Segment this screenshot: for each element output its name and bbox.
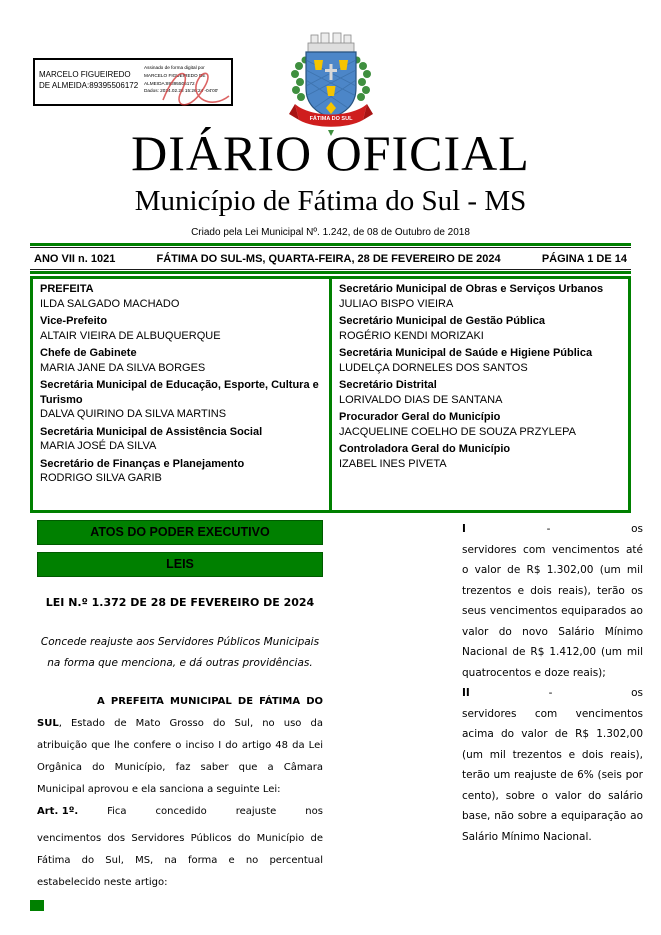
digital-signature-stamp [33,58,233,106]
crest-ribbon-text: FÁTIMA DO SUL [309,116,353,122]
green-rule [30,243,631,246]
gazette-title: DIÁRIO OFICIAL [131,125,530,181]
text-column-left [37,520,323,894]
officials-column-right [332,279,628,510]
officials-box [30,276,631,513]
signature-details-line: MARCELO FIGUEIREDO DE [144,72,206,78]
official-entry: Procurador Geral do Município JACQUELINE COELHO DE SOUZA PRZYLEPA [339,411,576,438]
item-1-label: I [462,523,466,535]
info-bar [30,243,631,274]
item-2-label: II [462,687,470,699]
official-entry: Secretário de Finanças e Planejamento RODRIGO SILVA GARIB [40,457,245,484]
law-intro-bold: A PREFEITA MUNICIPAL DE FÁTIMA DO SUL [37,696,323,729]
item-1-text: servidores com vencimentos até o valor de R$ 1.302,00 (um mil trezentos e dois reais), terão os seus vencimentos equiparados ao valor do novo Salário Mínimo Nacional de R$ 1.412,00 (um mil quatrocentos e doze reais); [462,543,643,679]
law-intro-rest: , Estado de Mato Grosso do Sul, no uso da atribuição que lhe confere o inciso I do artigo 48 da Lei Orgânica do Município, faz saber que a Câmara Municipal aprovou e ela sanciona a seguinte Lei: [37,718,323,795]
signature-details-line: Assinado de forma digital por [144,65,205,70]
official-entry: Secretária Municipal de Assistência Social MARIA JOSÉ DA SILVA [40,425,263,452]
section-banner-executive: ATOS DO PODER EXECUTIVO [37,520,323,545]
official-entry: Vice-Prefeito ALTAIR VIEIRA DE ALBUQUERQUE [40,315,221,342]
article-1-text: vencimentos dos Servidores Públicos do Município de Fátima do Sul, MS, na forma e no percentual estabelecido neste artigo: [37,833,323,888]
signature-details-line: ALMEIDA:89395506172 [144,80,195,86]
signature-details-line: Dados: 2024.02.28 15:26:24 -04'00' [144,88,219,94]
law-paragraph-intro [37,691,323,801]
signer-name: MARCELO FIGUEIREDO DE ALMEIDA:89395506172 [39,70,139,91]
article-1-first-line: Art. 1º. Fica concedido reajuste nos [37,806,323,817]
official-entry: Chefe de Gabinete MARIA JANE DA SILVA BORGES [40,347,206,374]
official-entry: Secretário Municipal de Obras e Serviços Urbanos JULIAO BISPO VIEIRA [339,283,604,310]
official-entry: Secretário Distrital LORIVALDO DIAS DE SANTANA [339,379,503,406]
coat-of-arms [287,30,375,136]
item-1-first-line: I - os [462,519,643,540]
gazette-subtitle: Município de Fátima do Sul - MS [134,185,527,217]
crest-crown [308,33,354,52]
signature-details [141,60,231,104]
edition-number: ANO VII n. 1021 [34,252,116,265]
text-column-right [462,519,643,847]
official-entry: Controladora Geral do Município IZABEL INES PIVETA [339,443,511,470]
item-2-text: servidores com vencimentos acima do valor de R$ 1.302,00 (um mil trezentos e dois reais), terão um reajuste de 6% (seis por cento), sobre o valor do salário base, não sobre a equiparação ao Salário Mínimo Nacional. [462,707,643,843]
officials-column-left [33,279,332,510]
official-entry: Secretária Municipal de Saúde e Higiene Pública LUDELÇA DORNELES DOS SANTOS [339,347,593,374]
section-banner-leis: LEIS [37,552,323,577]
green-rule [30,271,631,274]
official-entry: PREFEITA ILDA SALGADO MACHADO [40,283,180,310]
black-rule [30,269,631,270]
item-2-first-line: II - os [462,683,643,704]
article-1-label: Art. 1º. [37,806,79,817]
next-section-banner-partial [30,900,44,911]
law-summary: Concede reajuste aos Servidores Públicos Municipais na forma que menciona, e dá outras providências. [40,636,320,669]
law-heading: LEI N.º 1.372 DE 28 DE FEVEREIRO DE 2024 [45,596,315,609]
edition-date: FÁTIMA DO SUL-MS, QUARTA-FEIRA, 28 DE FEVEREIRO DE 2024 [156,252,501,265]
page-indicator: PÁGINA 1 DE 14 [541,252,627,265]
official-entry: Secretária Municipal de Educação, Esporte, Cultura e Turismo DALVA QUIRINO DA SILVA MARTINS [40,379,319,420]
official-entry: Secretário Municipal de Gestão Pública ROGÉRIO KENDI MORIZAKI [339,315,546,342]
creation-law-line: Criado pela Lei Municipal Nº. 1.242, de 08 de Outubro de 2018 [191,227,470,238]
